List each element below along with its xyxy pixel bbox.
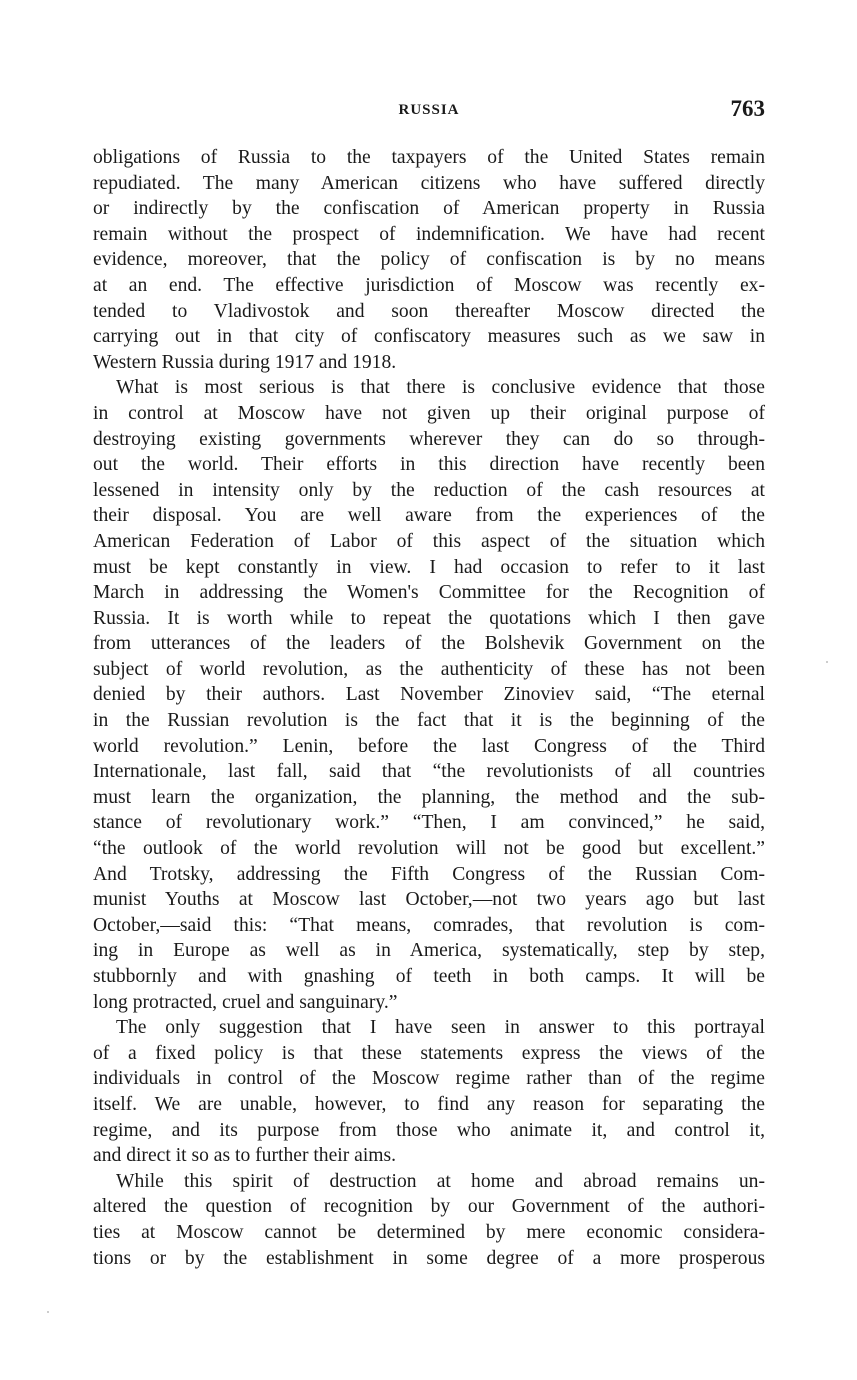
running-head-title: RUSSIA: [398, 102, 460, 118]
text-line: and direct it so as to further their aims.: [93, 1145, 397, 1167]
text-line: at an end. The effective jurisdiction of Moscow was recently ex-: [93, 274, 765, 296]
text-line: individuals in control of the Moscow regime rather than of the regime: [93, 1068, 765, 1090]
text-line: Russia. It is worth while to repeat the quotations which I then gave: [93, 607, 765, 629]
text-line: stance of revolutionary work.” “Then, I am convinced,” he said,: [93, 812, 765, 834]
text-line: October,—said this: “That means, comrades, that revolution is com-: [93, 914, 765, 936]
text-line: world revolution.” Lenin, before the last Congress of the Third: [93, 735, 765, 757]
text-line: Western Russia during 1917 and 1918.: [93, 351, 397, 373]
text-line: lessened in intensity only by the reduction of the cash resources at: [93, 479, 765, 501]
text-line: must be kept constantly in view. I had occasion to refer to it last: [93, 556, 765, 578]
running-head: [93, 96, 765, 130]
text-line: repudiated. The many American citizens who have suffered directly: [93, 172, 765, 194]
text-line: The only suggestion that I have seen in answer to this portrayal: [116, 1017, 765, 1039]
paper-speck: [47, 1311, 49, 1313]
text-line: munist Youths at Moscow last October,—not two years ago but last: [93, 889, 765, 911]
text-line: of a fixed policy is that these statements express the views of the: [93, 1042, 765, 1064]
text-line: or indirectly by the confiscation of American property in Russia: [93, 198, 765, 220]
text-line: carrying out in that city of confiscatory measures such as we saw in: [93, 326, 765, 348]
text-line: American Federation of Labor of this aspect of the situation which: [93, 530, 765, 552]
text-line: altered the question of recognition by our Government of the authori-: [93, 1196, 765, 1218]
paragraph-2: [93, 375, 765, 1015]
paragraph-4: [93, 1169, 765, 1271]
text-line: And Trotsky, addressing the Fifth Congress of the Russian Com-: [93, 863, 765, 885]
text-line: subject of world revolution, as the authenticity of these has not been: [93, 658, 765, 680]
text-line: remain without the prospect of indemnification. We have had recent: [93, 223, 765, 245]
text-line: from utterances of the leaders of the Bolshevik Government on the: [93, 633, 765, 655]
text-line: tended to Vladivostok and soon thereafter Moscow directed the: [93, 300, 765, 322]
body-text: [93, 145, 765, 1271]
text-line: denied by their authors. Last November Zinoviev said, “The eternal: [93, 684, 765, 706]
text-line: ties at Moscow cannot be determined by mere economic considera-: [93, 1221, 765, 1243]
text-line: ing in Europe as well as in America, systematically, step by step,: [93, 940, 765, 962]
text-line: long protracted, cruel and sanguinary.”: [93, 991, 398, 1013]
paper-speck: [826, 661, 828, 663]
text-line: itself. We are unable, however, to find any reason for separating the: [93, 1093, 765, 1115]
text-line: evidence, moreover, that the policy of confiscation is by no means: [93, 249, 765, 271]
text-line: obligations of Russia to the taxpayers of the United States remain: [93, 147, 765, 168]
text-line: destroying existing governments wherever they can do so through-: [93, 428, 765, 450]
text-line: March in addressing the Women's Committee for the Recognition of: [93, 582, 765, 604]
text-line: Internationale, last fall, said that “the revolutionists of all countries: [93, 761, 765, 783]
page-number: 763: [730, 96, 765, 121]
text-line: in control at Moscow have not given up their original purpose of: [93, 402, 765, 424]
text-line: in the Russian revolution is the fact that it is the beginning of the: [93, 710, 765, 732]
paragraph-1: [93, 145, 765, 375]
text-line: their disposal. You are well aware from the experiences of the: [93, 505, 765, 527]
paragraph-3: [93, 1015, 765, 1169]
text-line: must learn the organization, the planning, the method and the sub-: [93, 786, 765, 808]
text-line: What is most serious is that there is conclusive evidence that those: [116, 377, 765, 399]
text-line: “the outlook of the world revolution will not be good but excellent.”: [93, 838, 765, 860]
text-line: While this spirit of destruction at home and abroad remains un-: [116, 1170, 765, 1192]
text-line: regime, and its purpose from those who animate it, and control it,: [93, 1119, 765, 1141]
text-line: out the world. Their efforts in this direction have recently been: [93, 454, 765, 476]
text-line: stubbornly and with gnashing of teeth in both camps. It will be: [93, 966, 765, 987]
text-line: tions or by the establishment in some degree of a more prosperous: [93, 1247, 765, 1269]
